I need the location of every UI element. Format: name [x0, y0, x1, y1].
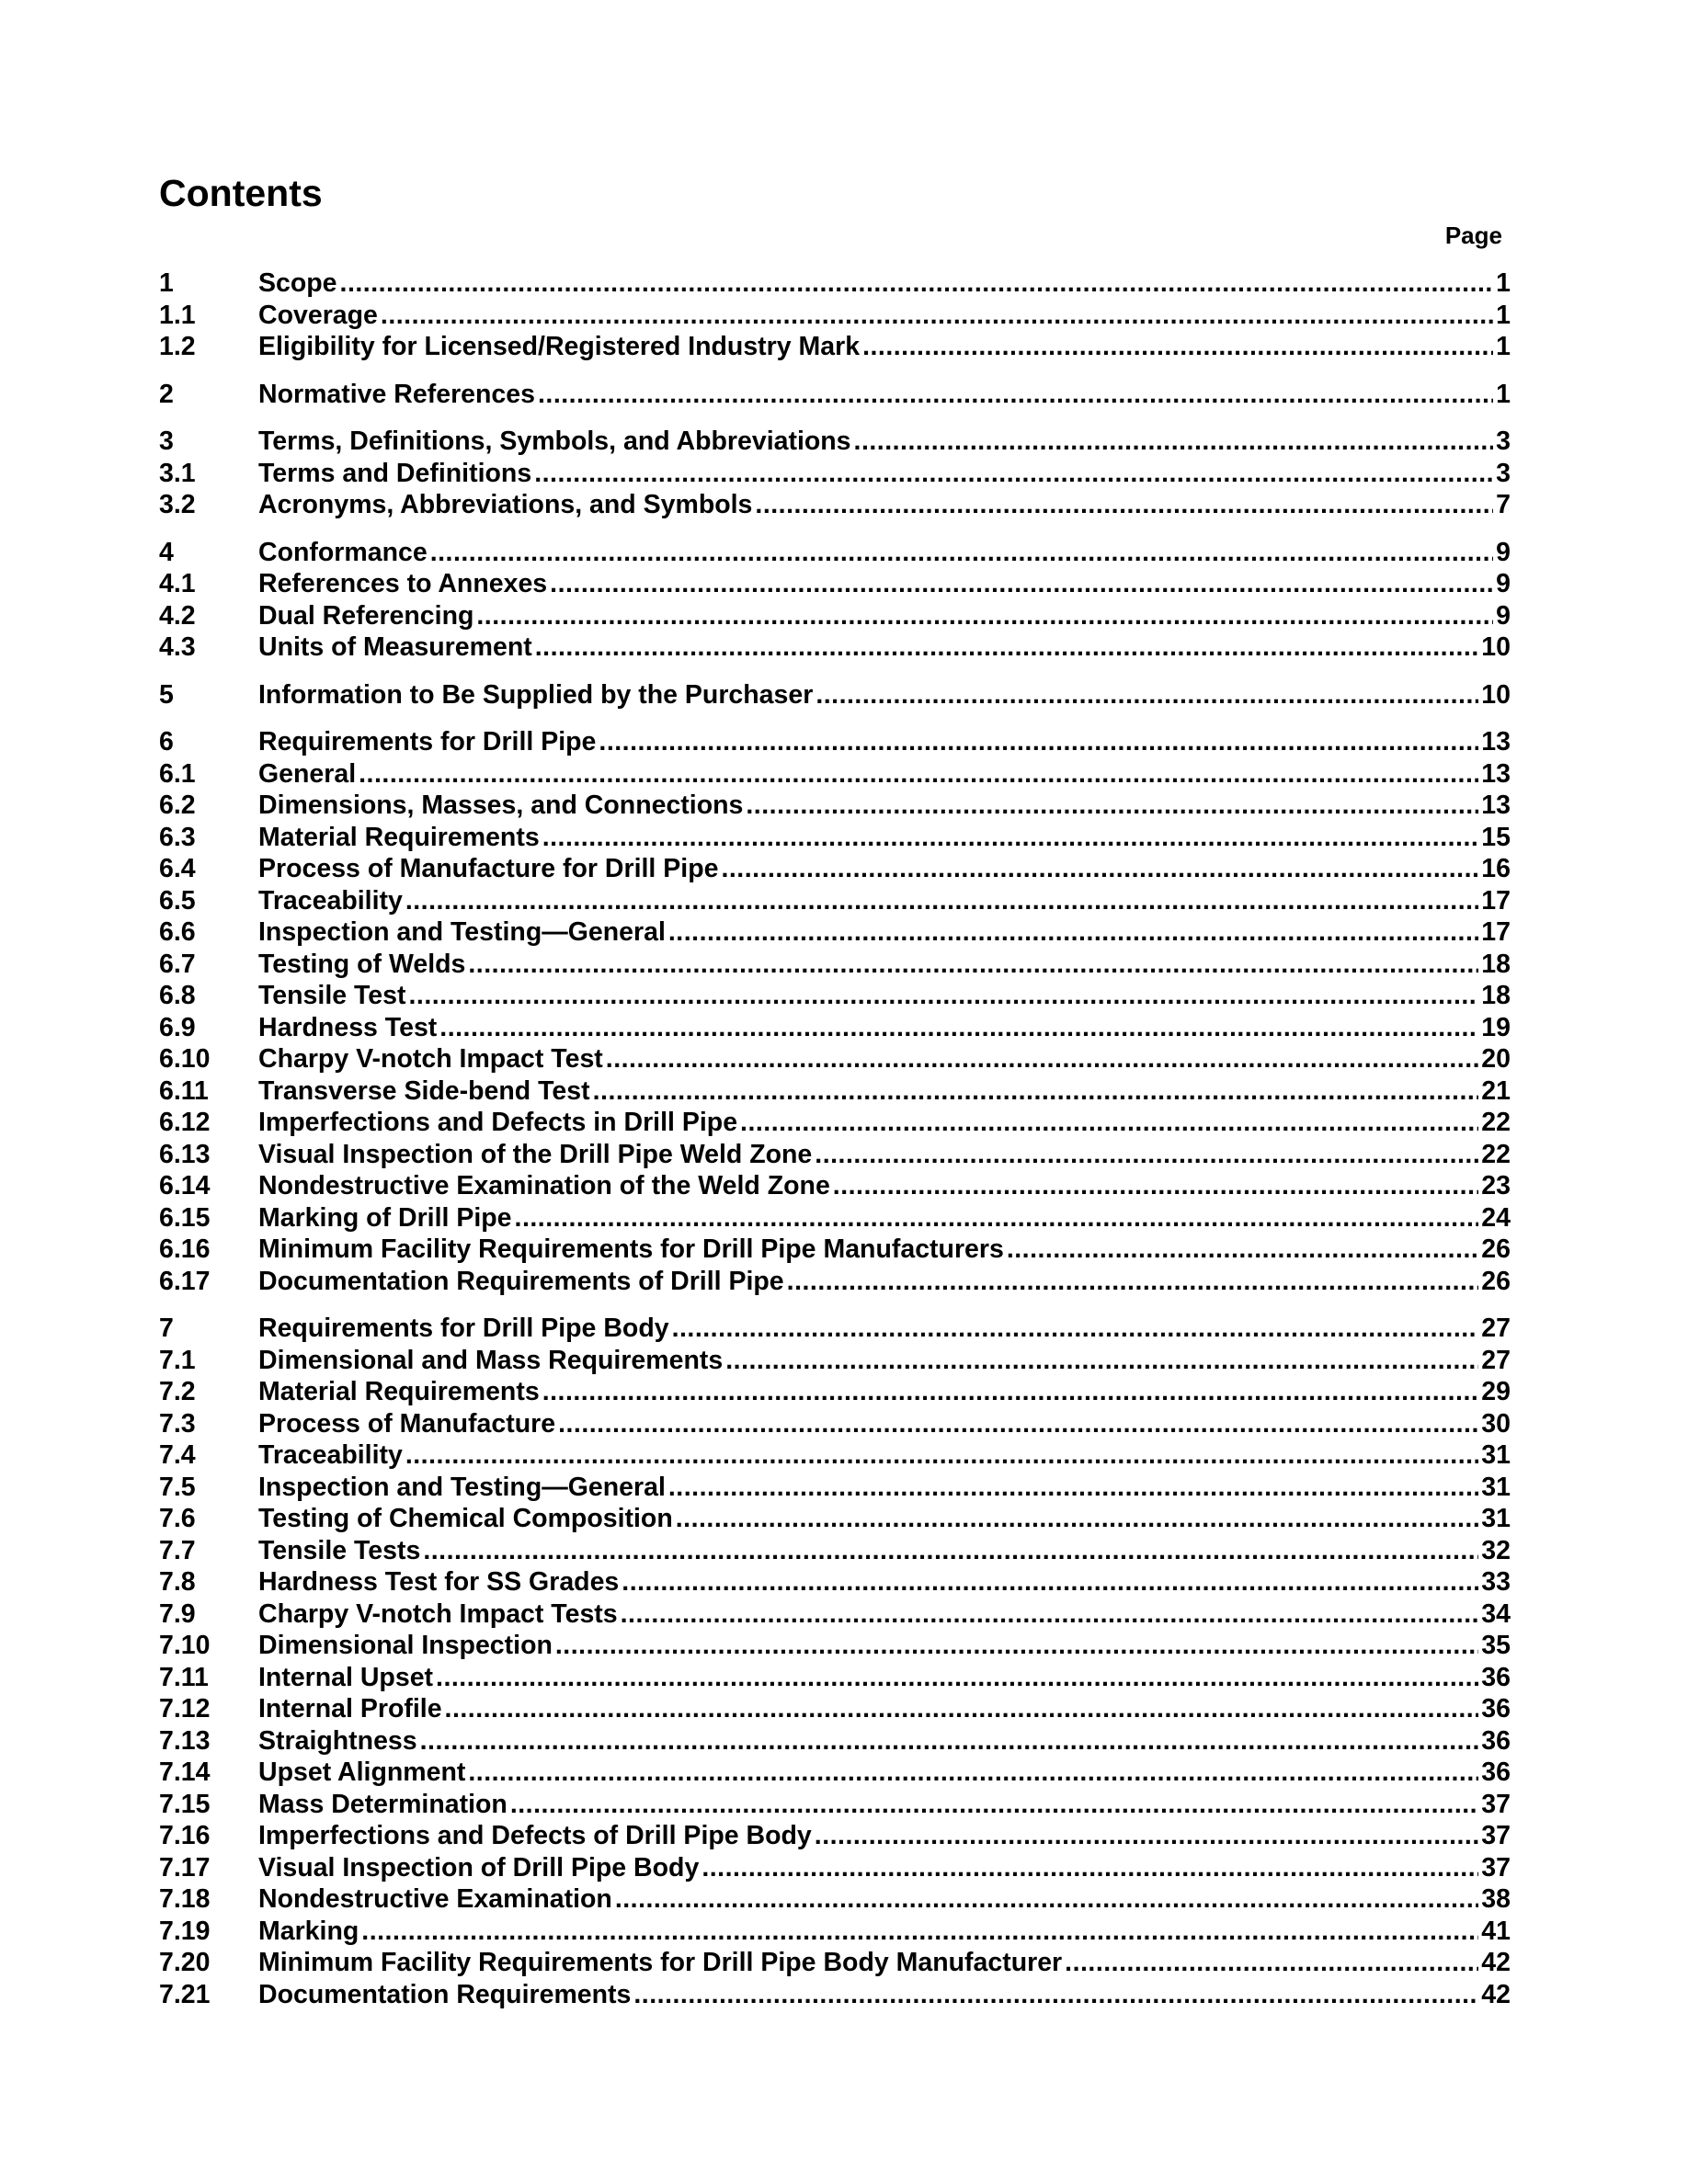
toc-entry-title: Material Requirements: [258, 822, 540, 852]
toc-entry-title: Traceability: [258, 885, 403, 916]
dot-leader: [436, 1662, 1478, 1694]
toc-entry-page-number: 37: [1481, 1789, 1511, 1819]
toc-entry-number: 4.1: [159, 569, 196, 598]
toc-entry-page-number: 10: [1481, 679, 1511, 710]
dot-leader: [538, 379, 1493, 411]
toc-entry-title: Hardness Test for SS Grades: [258, 1567, 620, 1597]
toc-entry-number: 7.7: [159, 1535, 196, 1565]
toc-entry-title: Nondestructive Examination of the Weld Zone: [258, 1171, 830, 1200]
toc-entry-title: Requirements for Drill Pipe Body: [258, 1314, 669, 1343]
toc-entry-title: Marking: [258, 1916, 359, 1946]
toc-entry-number: 7.21: [159, 1979, 211, 2009]
toc-entry-page-number: 26: [1481, 1234, 1511, 1264]
toc-entry-page-number: 42: [1481, 1948, 1511, 1977]
toc-entry[interactable]: [159, 1535, 1511, 1567]
toc-entry[interactable]: [159, 1472, 1511, 1504]
dot-leader: [555, 1630, 1478, 1662]
toc-entry[interactable]: [159, 1757, 1511, 1789]
toc-entry-page-number: 31: [1481, 1440, 1511, 1470]
toc-entry-number: 7.10: [159, 1631, 211, 1660]
toc-entry-number: 6.17: [159, 1266, 211, 1296]
toc-entry[interactable]: [159, 631, 1511, 664]
dot-leader: [676, 1503, 1479, 1535]
toc-entry-page-number: 20: [1481, 1044, 1511, 1074]
toc-entry[interactable]: [159, 1107, 1511, 1139]
toc-entry-number: 7.15: [159, 1789, 211, 1819]
toc-section-group: [159, 267, 1511, 363]
toc-entry-number: 7.6: [159, 1504, 196, 1533]
toc-entry[interactable]: [159, 458, 1511, 490]
toc-entry-number: 3.1: [159, 458, 196, 488]
dot-leader: [815, 1139, 1478, 1171]
toc-entry-page-number: 36: [1481, 1662, 1511, 1692]
toc-entry-number: 2: [159, 379, 174, 409]
toc-entry[interactable]: [159, 1075, 1511, 1108]
toc-entry-title: Minimum Facility Requirements for Drill Pipe Manufacturers: [258, 1234, 1004, 1264]
toc-entry[interactable]: [159, 790, 1511, 822]
toc-entry-number: 6.11: [159, 1075, 209, 1106]
toc-entry-number: 6.14: [159, 1171, 211, 1200]
toc-entry-page-number: 9: [1496, 600, 1511, 631]
toc-section-group: [159, 426, 1511, 521]
toc-entry-page-number: 1: [1496, 268, 1511, 298]
toc-entry[interactable]: [159, 916, 1511, 949]
dot-leader: [701, 1852, 1478, 1884]
dot-leader: [476, 600, 1493, 632]
dot-leader: [606, 1043, 1479, 1075]
dot-leader: [550, 568, 1493, 600]
toc-entry-title: Testing of Welds: [258, 949, 466, 979]
dot-leader: [1065, 1947, 1478, 1979]
toc-entry[interactable]: [159, 1202, 1511, 1234]
toc-entry-number: 7.3: [159, 1408, 196, 1439]
toc-entry-page-number: 22: [1481, 1139, 1511, 1169]
toc-entry[interactable]: [159, 426, 1511, 458]
toc-entry-title: Coverage: [258, 300, 378, 330]
toc-entry-number: 6.6: [159, 917, 196, 947]
toc-section-group: [159, 726, 1511, 1297]
toc-entry-page-number: 35: [1481, 1631, 1511, 1660]
toc-entry-number: 1.1: [159, 300, 196, 330]
toc-entry[interactable]: [159, 1630, 1511, 1662]
toc-entry-number: 4: [159, 537, 174, 567]
dot-leader: [668, 916, 1478, 949]
toc-entry-page-number: 16: [1481, 854, 1511, 883]
toc-entry-title: Terms and Definitions: [258, 458, 532, 488]
toc-entry-number: 6.3: [159, 822, 196, 852]
toc-entry-title: References to Annexes: [258, 569, 548, 598]
toc-entry-title: Terms, Definitions, Symbols, and Abbreviations: [258, 427, 851, 456]
toc-entry[interactable]: [159, 679, 1511, 711]
toc-entry-page-number: 36: [1481, 1725, 1511, 1756]
toc-entry-number: 7.4: [159, 1440, 196, 1470]
dot-leader: [672, 1313, 1479, 1345]
toc-entry[interactable]: [159, 1566, 1511, 1598]
toc-entry[interactable]: [159, 489, 1511, 521]
dot-leader: [439, 1012, 1478, 1044]
dot-leader: [725, 1345, 1478, 1377]
dot-leader: [862, 331, 1493, 363]
toc-entry-title: Normative References: [258, 379, 535, 409]
toc-entry-title: Conformance: [258, 537, 428, 567]
toc-entry[interactable]: [159, 1170, 1511, 1202]
toc-entry[interactable]: [159, 726, 1511, 758]
toc-entry-number: 7.5: [159, 1472, 196, 1502]
toc-entry-number: 3: [159, 427, 174, 456]
toc-entry[interactable]: [159, 1408, 1511, 1440]
toc-entry[interactable]: [159, 300, 1511, 332]
toc-entry-number: 4.3: [159, 632, 196, 662]
toc-entry[interactable]: [159, 853, 1511, 885]
toc-entry[interactable]: [159, 1313, 1511, 1345]
toc-entry-number: 6: [159, 727, 174, 756]
toc-section-group: [159, 537, 1511, 664]
dot-leader: [445, 1693, 1479, 1725]
toc-entry-number: 7.8: [159, 1567, 196, 1597]
dot-leader: [622, 1566, 1478, 1598]
toc-entry-title: Imperfections and Defects of Drill Pipe Body: [258, 1821, 812, 1850]
toc-entry-page-number: 13: [1481, 758, 1511, 789]
dot-leader: [423, 1535, 1478, 1567]
toc-entry-page-number: 15: [1481, 822, 1511, 852]
toc-entry[interactable]: [159, 1598, 1511, 1631]
dot-leader: [721, 853, 1478, 885]
toc-entry-page-number: 1: [1496, 300, 1511, 330]
dot-leader: [668, 1472, 1478, 1504]
toc-entry-number: 7.13: [159, 1725, 211, 1756]
toc-entry-page-number: 36: [1481, 1757, 1511, 1787]
toc-entry-page-number: 1: [1496, 379, 1511, 409]
toc-entry[interactable]: [159, 949, 1511, 981]
toc-entry[interactable]: [159, 758, 1511, 791]
toc-entry-number: 7.1: [159, 1345, 196, 1375]
toc-entry-number: 6.5: [159, 885, 196, 916]
toc-entry[interactable]: [159, 1883, 1511, 1916]
toc-entry[interactable]: [159, 980, 1511, 1012]
toc-entry-number: 6.15: [159, 1202, 211, 1233]
toc-entry-number: 6.16: [159, 1234, 211, 1264]
toc-entry-number: 6.2: [159, 791, 196, 820]
toc-entry[interactable]: [159, 600, 1511, 632]
toc-entry-page-number: 33: [1481, 1567, 1511, 1597]
toc-entry-number: 1.2: [159, 332, 196, 361]
toc-entry-title: Process of Manufacture for Drill Pipe: [258, 854, 719, 883]
toc-entry-number: 7.17: [159, 1852, 211, 1883]
toc-entry-page-number: 41: [1481, 1916, 1511, 1946]
toc-entry-title: Documentation Requirements: [258, 1979, 632, 2009]
toc-entry-title: Visual Inspection of Drill Pipe Body: [258, 1852, 700, 1883]
toc-entry-page-number: 23: [1481, 1171, 1511, 1200]
toc-entry-page-number: 42: [1481, 1979, 1511, 2009]
toc-entry-page-number: 36: [1481, 1694, 1511, 1723]
dot-leader: [633, 1979, 1478, 2011]
toc-entry[interactable]: [159, 1043, 1511, 1075]
toc-entry-number: 6.1: [159, 758, 196, 789]
toc-entry-title: Transverse Side-bend Test: [258, 1075, 590, 1106]
toc-entry-title: Dimensions, Masses, and Connections: [258, 791, 744, 820]
dot-leader: [599, 726, 1478, 758]
dot-leader: [621, 1598, 1479, 1631]
toc-entry-title: Information to Be Supplied by the Purchaser: [258, 679, 814, 710]
toc-entry[interactable]: [159, 267, 1511, 300]
toc-entry[interactable]: [159, 1266, 1511, 1298]
toc-entry-number: 7.2: [159, 1377, 196, 1406]
dot-leader: [515, 1202, 1479, 1234]
toc-entry-page-number: 27: [1481, 1314, 1511, 1343]
toc-entry-page-number: 37: [1481, 1852, 1511, 1883]
dot-leader: [409, 980, 1479, 1012]
toc-entry-number: 7.20: [159, 1948, 211, 1977]
toc-entry-title: Tensile Tests: [258, 1535, 421, 1565]
toc-entry[interactable]: [159, 568, 1511, 600]
toc-entry-title: Hardness Test: [258, 1012, 438, 1042]
toc-entry-title: Scope: [258, 268, 337, 298]
toc-entry[interactable]: [159, 1345, 1511, 1377]
toc-entry-title: Tensile Test: [258, 981, 406, 1010]
toc-entry-title: Units of Measurement: [258, 632, 532, 662]
dot-leader: [535, 631, 1479, 664]
toc-entry-number: 6.9: [159, 1012, 196, 1042]
toc-entry-page-number: 24: [1481, 1202, 1511, 1233]
toc-entry-number: 7.18: [159, 1884, 211, 1914]
toc-entry[interactable]: [159, 1852, 1511, 1884]
table-of-contents: [159, 267, 1511, 2026]
toc-entry[interactable]: [159, 379, 1511, 411]
toc-entry-number: 7.11: [159, 1662, 209, 1692]
toc-entry-page-number: 13: [1481, 791, 1511, 820]
toc-entry-page-number: 9: [1496, 537, 1511, 567]
toc-entry-page-number: 18: [1481, 949, 1511, 979]
toc-entry-page-number: 1: [1496, 332, 1511, 361]
dot-leader: [542, 1376, 1479, 1408]
dot-leader: [833, 1170, 1479, 1202]
toc-entry-page-number: 17: [1481, 885, 1511, 916]
toc-entry-title: Dimensional Inspection: [258, 1631, 553, 1660]
toc-entry-page-number: 31: [1481, 1504, 1511, 1533]
toc-entry[interactable]: [159, 1947, 1511, 1979]
toc-section-group: [159, 679, 1511, 711]
dot-leader: [542, 822, 1479, 854]
dot-leader: [361, 1916, 1478, 1948]
toc-entry-page-number: 38: [1481, 1884, 1511, 1914]
dot-leader: [1007, 1234, 1478, 1266]
toc-entry-title: Charpy V-notch Impact Test: [258, 1044, 603, 1074]
toc-entry-number: 6.10: [159, 1044, 211, 1074]
toc-entry-page-number: 31: [1481, 1472, 1511, 1502]
toc-entry-number: 7.9: [159, 1598, 196, 1629]
toc-entry-page-number: 29: [1481, 1377, 1511, 1406]
toc-entry-title: Requirements for Drill Pipe: [258, 727, 597, 756]
toc-entry-title: Material Requirements: [258, 1377, 540, 1406]
toc-entry-title: Mass Determination: [258, 1789, 508, 1819]
page-title: Contents: [159, 172, 323, 214]
toc-entry-title: Internal Profile: [258, 1694, 442, 1723]
toc-entry[interactable]: [159, 885, 1511, 917]
dot-leader: [534, 458, 1493, 490]
toc-entry[interactable]: [159, 1789, 1511, 1821]
dot-leader: [430, 537, 1493, 569]
toc-entry-number: 5: [159, 679, 174, 710]
dot-leader: [510, 1789, 1478, 1821]
toc-entry-number: 3.2: [159, 490, 196, 519]
toc-entry[interactable]: [159, 1012, 1511, 1044]
toc-entry-number: 7.14: [159, 1757, 211, 1787]
toc-entry-number: 7.19: [159, 1916, 211, 1946]
toc-entry-number: 6.4: [159, 854, 196, 883]
toc-entry-title: Acronyms, Abbreviations, and Symbols: [258, 490, 753, 519]
toc-entry-page-number: 7: [1496, 490, 1511, 519]
toc-entry-title: Eligibility for Licensed/Registered Industry Mark: [258, 332, 861, 361]
dot-leader: [755, 489, 1493, 521]
toc-entry-title: Dual Referencing: [258, 600, 474, 631]
dot-leader: [815, 679, 1478, 711]
toc-entry-title: Inspection and Testing—General: [258, 917, 666, 947]
toc-entry[interactable]: [159, 1916, 1511, 1948]
toc-entry-number: 7.12: [159, 1694, 211, 1723]
toc-entry-title: General: [258, 758, 357, 789]
dot-leader: [615, 1883, 1478, 1916]
dot-leader: [468, 949, 1478, 981]
toc-section-group: [159, 379, 1511, 411]
toc-entry-number: 7.16: [159, 1821, 211, 1850]
toc-entry-title: Dimensional and Mass Requirements: [258, 1345, 724, 1375]
toc-entry-page-number: 19: [1481, 1012, 1511, 1042]
toc-entry[interactable]: [159, 1376, 1511, 1408]
toc-entry-title: Charpy V-notch Impact Tests: [258, 1598, 618, 1629]
dot-leader: [815, 1820, 1479, 1852]
toc-entry-page-number: 32: [1481, 1535, 1511, 1565]
dot-leader: [854, 426, 1494, 458]
toc-entry-title: Testing of Chemical Composition: [258, 1504, 673, 1533]
toc-entry-title: Visual Inspection of the Drill Pipe Weld Zone: [258, 1139, 813, 1169]
toc-entry[interactable]: [159, 331, 1511, 363]
page-column-header: Page: [1444, 222, 1502, 249]
dot-leader: [405, 1439, 1478, 1472]
toc-entry[interactable]: [159, 1662, 1511, 1694]
toc-entry[interactable]: [159, 1725, 1511, 1757]
toc-entry-page-number: 30: [1481, 1408, 1511, 1439]
toc-section-group: [159, 1313, 1511, 2010]
toc-entry-title: Imperfections and Defects in Drill Pipe: [258, 1108, 738, 1137]
toc-entry-title: Inspection and Testing—General: [258, 1472, 666, 1502]
toc-entry-page-number: 3: [1496, 458, 1511, 488]
toc-entry-number: 4.2: [159, 600, 196, 631]
toc-entry[interactable]: [159, 1439, 1511, 1472]
toc-entry-title: Traceability: [258, 1440, 403, 1470]
dot-leader: [468, 1757, 1478, 1789]
toc-entry-page-number: 18: [1481, 981, 1511, 1010]
toc-entry-page-number: 26: [1481, 1266, 1511, 1296]
toc-entry[interactable]: [159, 1234, 1511, 1266]
toc-entry-page-number: 9: [1496, 569, 1511, 598]
dot-leader: [359, 758, 1478, 791]
toc-entry-number: 6.8: [159, 981, 196, 1010]
toc-entry[interactable]: [159, 1503, 1511, 1535]
toc-entry-page-number: 34: [1481, 1598, 1511, 1629]
dot-leader: [420, 1725, 1479, 1757]
toc-entry[interactable]: [159, 1820, 1511, 1852]
toc-entry-title: Straightness: [258, 1725, 417, 1756]
toc-entry-title: Minimum Facility Requirements for Drill Pipe Body Manufacturer: [258, 1948, 1063, 1977]
toc-entry-title: Marking of Drill Pipe: [258, 1202, 512, 1233]
toc-entry-number: 6.13: [159, 1139, 211, 1169]
toc-entry-title: Internal Upset: [258, 1662, 434, 1692]
dot-leader: [746, 790, 1478, 822]
dot-leader: [740, 1107, 1478, 1139]
dot-leader: [381, 300, 1493, 332]
toc-entry[interactable]: [159, 822, 1511, 854]
dot-leader: [558, 1408, 1478, 1440]
toc-entry[interactable]: [159, 537, 1511, 569]
dot-leader: [787, 1266, 1479, 1298]
toc-entry-page-number: 13: [1481, 727, 1511, 756]
toc-entry-page-number: 17: [1481, 917, 1511, 947]
toc-entry-page-number: 10: [1481, 632, 1511, 662]
toc-entry-page-number: 37: [1481, 1821, 1511, 1850]
toc-entry-page-number: 27: [1481, 1345, 1511, 1375]
toc-entry[interactable]: [159, 1139, 1511, 1171]
toc-entry-title: Nondestructive Examination: [258, 1884, 612, 1914]
toc-entry-number: 7: [159, 1314, 174, 1343]
dot-leader: [593, 1075, 1479, 1108]
toc-entry-page-number: 3: [1496, 427, 1511, 456]
toc-entry-title: Documentation Requirements of Drill Pipe: [258, 1266, 784, 1296]
toc-entry-number: 6.12: [159, 1108, 211, 1137]
toc-entry-number: 6.7: [159, 949, 196, 979]
dot-leader: [340, 267, 1494, 300]
toc-entry-title: Process of Manufacture: [258, 1408, 556, 1439]
toc-entry-page-number: 22: [1481, 1108, 1511, 1137]
toc-entry[interactable]: [159, 1693, 1511, 1725]
toc-entry-title: Upset Alignment: [258, 1757, 466, 1787]
toc-entry-number: 1: [159, 268, 174, 298]
toc-entry[interactable]: [159, 1979, 1511, 2011]
toc-entry-page-number: 21: [1481, 1075, 1511, 1106]
dot-leader: [405, 885, 1478, 917]
